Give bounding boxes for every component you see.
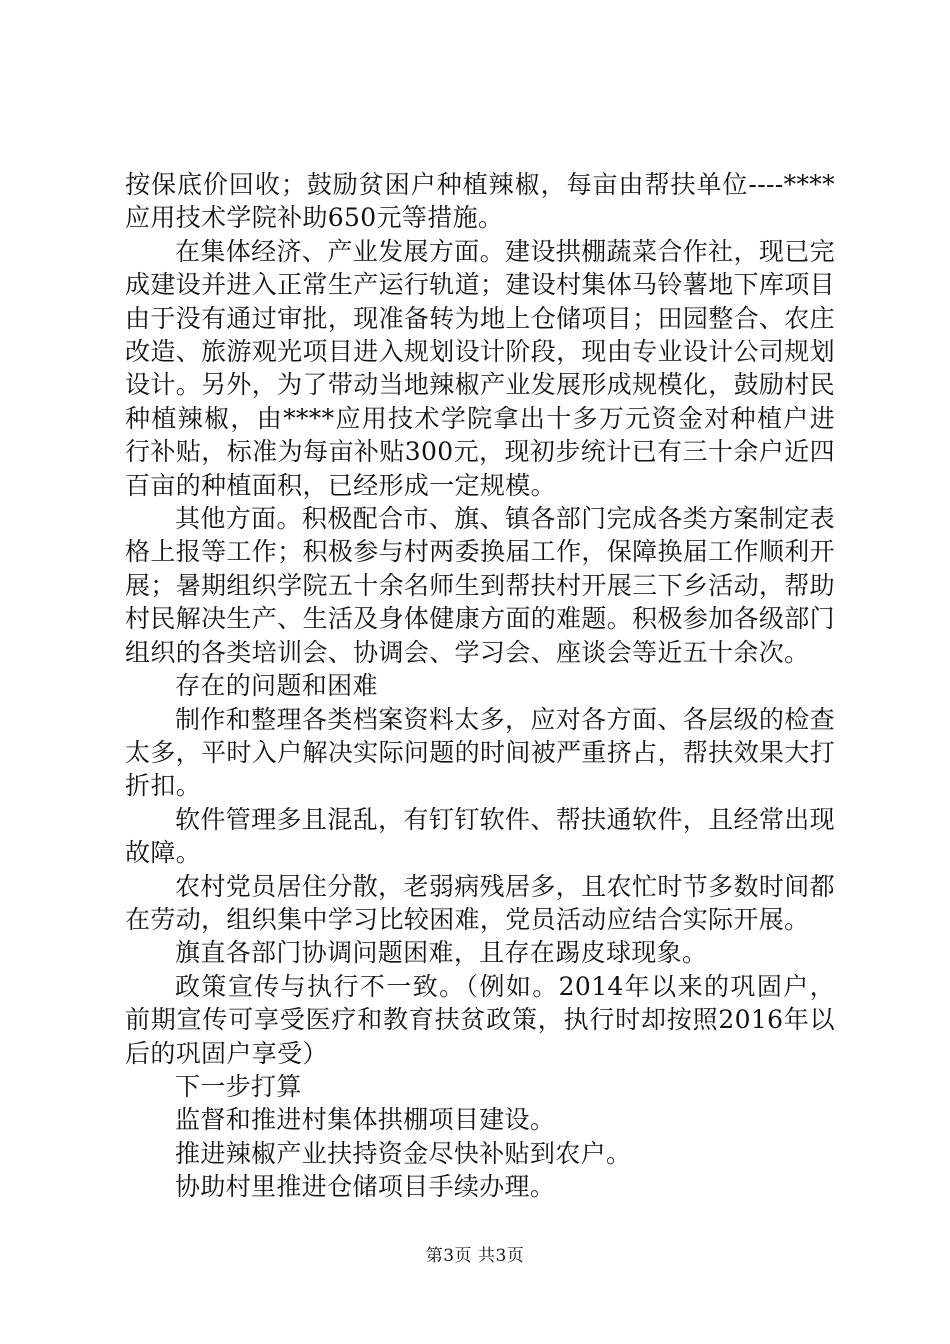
paragraph: 协助村里推进仓储项目手续办理。 (175, 1172, 556, 1202)
paragraph: 软件管理多且混乱，有钉钉软件、帮扶通软件，且经常出现故障。 (125, 804, 835, 868)
page-number-footer: 第3页 共3页 (425, 1246, 525, 1266)
paragraph: 监督和推进村集体拱棚项目建设。 (175, 1105, 556, 1135)
section-heading-problems: 存在的问题和困难 (175, 671, 378, 701)
paragraph: 旗直各部门协调问题困难，且存在踢皮球现象。 (175, 938, 708, 968)
paragraph: 农村党员居住分散，老弱病残居多，且农忙时节多数时间都在劳动，组织集中学习比较困难，党员活动应结合实际开展。 (125, 871, 835, 934)
paragraph: 推进辣椒产业扶持资金尽快补贴到农户。 (175, 1138, 632, 1168)
paragraph: 政策宣传与执行不一致。（例如。2014年以来的巩固户，前期宣传可享受医疗和教育扶贫政策，执行时却按照2016年以后的巩固户享受） (125, 971, 835, 1068)
paragraph: 其他方面。积极配合市、旗、镇各部门完成各类方案制定表格上报等工作；积极参与村两委换届工作，保障换届工作顺利开展；暑期组织学院五十余名师生到帮扶村开展三下乡活动，帮助村民解决生产、生活及身体健康方面的难题。积极参加各级部门组织的各类培训会、协调会、学习会、座谈会等近五十余次。 (125, 504, 835, 667)
document-body (125, 168, 835, 1204)
paragraph: 制作和整理各类档案资料太多，应对各方面、各层级的检查太多，平时入户解决实际问题的时间被严重挤占，帮扶效果大打折扣。 (125, 704, 835, 801)
paragraph: 在集体经济、产业发展方面。建设拱棚蔬菜合作社，现已完成建设并进入正常生产运行轨道；建设村集体马铃薯地下库项目由于没有通过审批，现准备转为地上仓储项目；田园整合、农庄改造、旅游观光项目进入规划设计阶段，现由专业设计公司规划设计。另外，为了带动当地辣椒产业发展形成规模化，鼓励村民种植辣椒，由****应用技术学院拿出十多万元资金对种植户进行补贴，标准为每亩补贴300元，现初步统计已有三十余户近四百亩的种植面积，已经形成一定规模。 (125, 236, 835, 500)
paragraph: 按保底价回收；鼓励贫困户种植辣椒，每亩由帮扶单位----****应用技术学院补助650元等措施。 (125, 170, 835, 233)
section-heading-next-steps: 下一步打算 (175, 1071, 302, 1101)
